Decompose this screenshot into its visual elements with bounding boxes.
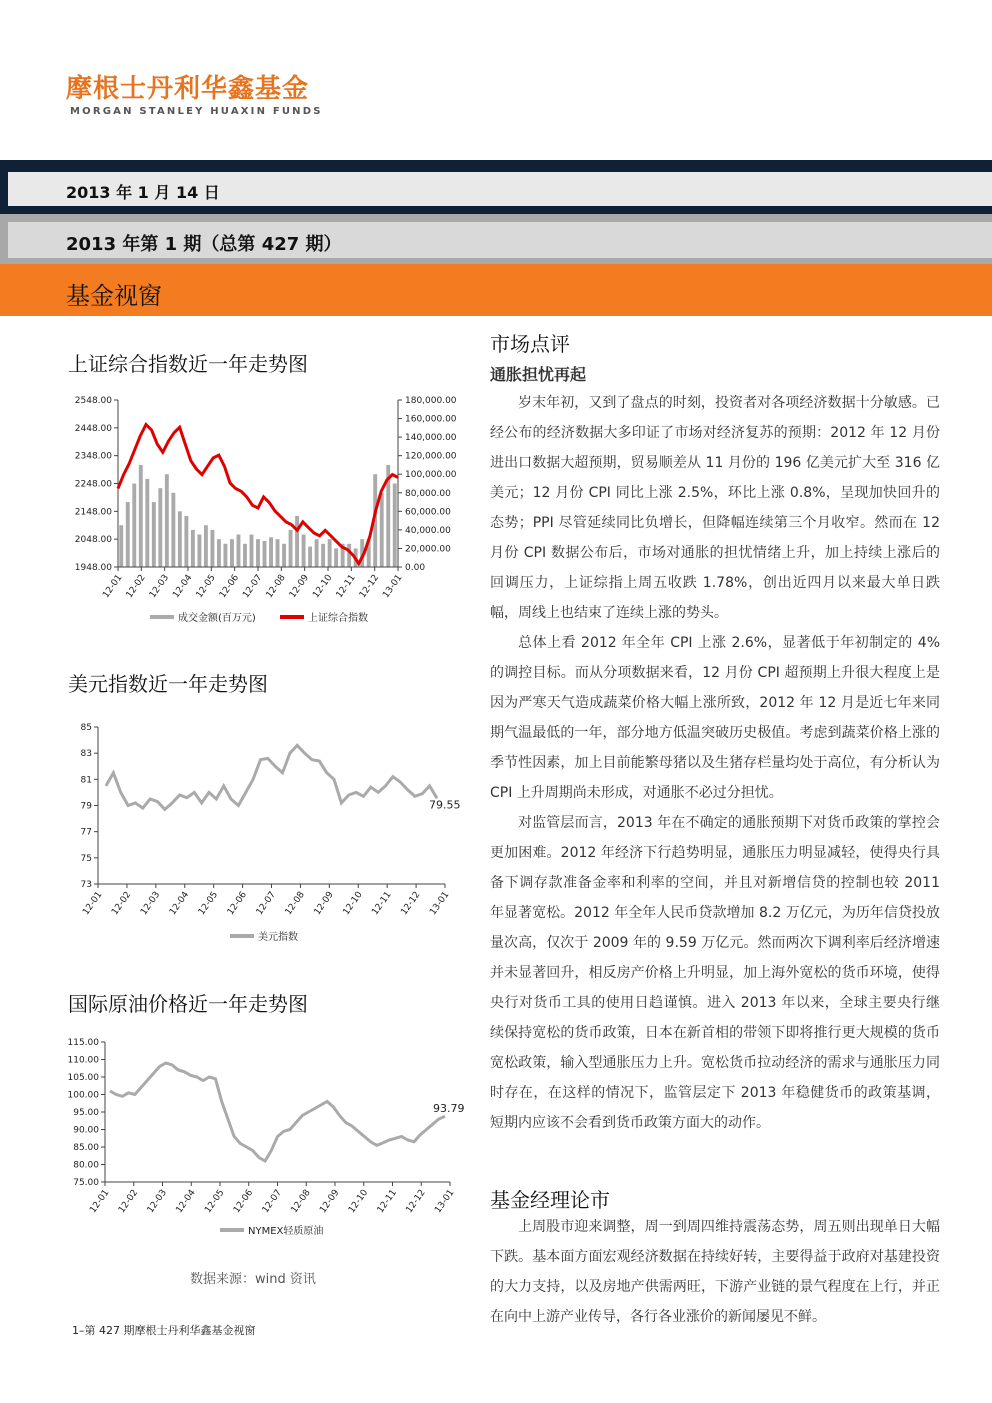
manager-paragraph: 上周股市迎来调整，周一到周四维持震荡态势，周五则出现单日大幅下跌。基本面方面宏观经济数据在持续好转，主要得益于政府对基建投资的大力支持，以及房地产供需两旺，下游产业链的景气程度在上行，并正在向中上游产业传导，各行各业涨价的新闻屡见不鲜。 — [490, 1219, 940, 1325]
volume-bar — [321, 544, 325, 567]
y-tick-label: 85 — [80, 723, 92, 733]
volume-bar — [197, 535, 201, 567]
volume-bar — [250, 535, 254, 567]
y-tick-label-right: 160,000.00 — [405, 414, 457, 425]
x-tick-label: 12-02 — [124, 572, 148, 601]
x-tick-label: 12-09 — [318, 1187, 342, 1216]
x-tick-label: 12-09 — [312, 889, 336, 918]
volume-bar — [263, 541, 267, 567]
volume-bar — [295, 516, 299, 567]
x-tick-label: 12-06 — [217, 572, 242, 601]
legend-label: NYMEX轻质原油 — [248, 1226, 324, 1237]
x-tick-label: 12-05 — [196, 889, 221, 918]
legend-label: 美元指数 — [258, 932, 298, 943]
legend-label: 上证综合指数 — [308, 613, 368, 624]
volume-bar — [132, 484, 136, 568]
volume-bar — [328, 539, 332, 567]
logo-cn: 摩根士丹利华鑫基金 — [66, 74, 310, 104]
volume-bar — [308, 547, 312, 567]
y-tick-label-right: 100,000.00 — [405, 470, 457, 481]
x-tick-label: 12-05 — [203, 1187, 227, 1216]
volume-bar — [145, 479, 149, 567]
manager-heading: 基金经理论市 — [490, 1188, 610, 1212]
x-tick-label: 12-01 — [81, 889, 105, 918]
x-tick-label: 12-04 — [174, 1187, 198, 1216]
volume-bar — [126, 502, 130, 567]
volume-bar — [204, 525, 208, 567]
volume-bar — [269, 537, 273, 567]
y-tick-label: 85.00 — [73, 1143, 99, 1153]
issue-date: 2013 年 1 月 14 日 — [66, 183, 220, 202]
title-band — [0, 264, 992, 316]
x-tick-label: 12-04 — [171, 572, 195, 601]
x-tick-label: 12-11 — [375, 1187, 399, 1216]
x-tick-label: 13-01 — [433, 1187, 457, 1216]
volume-bar — [282, 544, 286, 567]
x-tick-label: 12-07 — [254, 889, 278, 918]
y-tick-label-right: 180,000.00 — [405, 396, 457, 406]
oil-price-chart — [60, 1032, 480, 1247]
volume-bar — [119, 525, 123, 567]
volume-bar — [393, 484, 397, 568]
y-tick-label: 2448.00 — [74, 423, 112, 434]
page-footer: 1–第 427 期摩根士丹利华鑫基金视窗 — [72, 1324, 256, 1337]
volume-bar — [289, 530, 293, 567]
y-tick-label: 2248.00 — [74, 479, 112, 490]
usd-index-chart — [60, 712, 480, 947]
usd-index-line — [106, 745, 437, 809]
y-tick-label: 2148.00 — [74, 507, 112, 518]
market-body — [490, 388, 940, 1138]
market-subheading: 通胀担忧再起 — [490, 365, 587, 384]
issue-number: 2013 年第 1 期（总第 427 期） — [66, 234, 342, 255]
sh-chart-title: 上证综合指数近一年走势图 — [68, 352, 308, 376]
volume-bar — [184, 516, 188, 567]
x-tick-label: 12-12 — [399, 889, 423, 918]
volume-bar — [315, 539, 319, 567]
x-tick-label: 12-08 — [283, 889, 307, 918]
x-tick-label: 13-01 — [428, 889, 452, 918]
y-tick-label-right: 140,000.00 — [405, 433, 457, 444]
volume-bar — [243, 544, 247, 567]
volume-bar — [334, 548, 338, 567]
x-tick-label: 12-09 — [287, 572, 312, 601]
volume-bar — [152, 502, 156, 567]
volume-bar — [191, 530, 195, 567]
x-tick-label: 12-03 — [139, 889, 163, 918]
x-tick-label: 12-01 — [101, 572, 125, 601]
market-heading: 市场点评 — [490, 332, 570, 356]
y-tick-label: 2348.00 — [74, 451, 112, 462]
x-tick-label: 12-10 — [341, 889, 365, 918]
y-tick-label: 75 — [80, 853, 92, 864]
x-tick-label: 12-12 — [357, 572, 382, 601]
y-tick-label: 2548.00 — [74, 396, 112, 406]
x-tick-label: 12-06 — [225, 889, 250, 918]
volume-bar — [256, 539, 260, 567]
volume-bar — [380, 493, 384, 567]
market-paragraph: 对监管层而言，2013 年在不确定的通胀预期下对货币政策的掌控会更加困难。2012 年经济下行趋势明显，通胀压力明显减轻，使得央行具备下调存款准备金率和利率的空间，并且对新增信贷的控制也较 2011 年显著宽松。2012 年全年人民币贷款增加 8.2 万亿元，为历年信贷投放量次高，仅次于 2009 年的 9.59 万亿元。然而两次下调利率后经济增速并未显著回升，相反房产价格上升明显，加上海外宽松的货币环境，使得央行对货币工具的使用日趋谨慎。进入 2013 年以来，全球主要央行继续保持宽松的货币政策，日本在新首相的带领下即将推行更大规模的货币宽松政策，输入型通胀压力上升。宽松货币拉动经济的需求与通胀压力同时存在，在这样的情况下，监管层定下 2013 年稳健货币的政策基调，短期内应该不会看到货币政策方面大的动作。 — [490, 815, 940, 1131]
x-tick-label: 12-02 — [117, 1187, 141, 1216]
y-tick-label: 73 — [80, 880, 92, 890]
y-tick-label-right: 80,000.00 — [405, 488, 451, 499]
x-tick-label: 12-11 — [334, 572, 358, 601]
volume-bar — [347, 544, 351, 567]
date-band — [0, 160, 992, 214]
page-title: 基金视窗 — [66, 282, 162, 310]
y-tick-label: 110.00 — [67, 1055, 99, 1066]
y-tick-label: 95.00 — [73, 1108, 99, 1118]
y-tick-label: 75.00 — [73, 1178, 99, 1188]
data-source: 数据来源：wind 资讯 — [190, 1272, 316, 1287]
y-tick-label: 90.00 — [73, 1125, 99, 1136]
volume-bar — [158, 488, 162, 567]
x-tick-label: 12-07 — [241, 572, 265, 601]
volume-bar — [302, 535, 306, 567]
legend-label: 成交金额(百万元) — [178, 613, 256, 624]
oil-price-line — [110, 1063, 445, 1161]
x-tick-label: 12-11 — [370, 889, 394, 918]
x-tick-label: 12-10 — [347, 1187, 371, 1216]
x-tick-label: 12-05 — [194, 572, 218, 601]
issue-band — [0, 214, 992, 264]
y-tick-label-right: 20,000.00 — [405, 544, 451, 555]
x-tick-label: 12-06 — [232, 1187, 256, 1216]
x-tick-label: 13-01 — [381, 572, 405, 601]
market-paragraph: 岁末年初，又到了盘点的时刻，投资者对各项经济数据十分敏感。已经公布的经济数据大多印证了市场对经济复苏的预期：2012 年 12 月份进出口数据大超预期，贸易顺差从 11 月份的 196 亿美元扩大至 316 亿美元；12 月份 CPI 同比上涨 2.5%，环比上涨 0.8%，呈现加快回升的态势；PPI 尽管延续同比负增长，但降幅连续第三个月收窄。然而在 12 月份 CPI 数据公布后，市场对通胀的担忧情绪上升，加上持续上涨后的回调压力，上证综指上周五收跌 1.78%，创出近四月以来最大单日跌幅，周线上也结束了连续上涨的势头。 — [490, 395, 940, 621]
usd-chart-title: 美元指数近一年走势图 — [68, 672, 268, 696]
y-tick-label: 79 — [80, 801, 92, 812]
oil-chart-title: 国际原油价格近一年走势图 — [68, 992, 308, 1016]
volume-bar — [237, 535, 241, 567]
y-tick-label: 105.00 — [67, 1073, 99, 1083]
y-tick-label: 1948.00 — [74, 563, 112, 573]
volume-bar — [178, 511, 182, 567]
y-tick-label: 100.00 — [67, 1090, 99, 1101]
manager-body — [490, 1212, 940, 1332]
y-tick-label-right: 120,000.00 — [405, 451, 457, 462]
x-tick-label: 12-03 — [147, 572, 172, 601]
volume-bar — [223, 544, 227, 567]
volume-bar — [165, 474, 169, 567]
x-tick-label: 12-01 — [88, 1187, 112, 1216]
market-paragraph: 总体上看 2012 年全年 CPI 上涨 2.6%，显著低于年初制定的 4%的调控目标。而从分项数据来看，12 月份 CPI 超预期上升很大程度上是因为严寒天气造成蔬菜价格大幅上涨所致，2012 年 12 月是近七年来同期气温最低的一年，部分地方低温突破历史极值。考虑到蔬菜价格上涨的季节性因素，加上目前能繁母猪以及生猪存栏量均处于高位，有分析认为 CPI 上升周期尚未形成，对通胀不必过分担忧。 — [490, 635, 940, 801]
y-tick-label-right: 60,000.00 — [405, 507, 451, 518]
x-tick-label: 12-04 — [168, 889, 192, 918]
logo-en: MORGAN STANLEY HUAXIN FUNDS — [70, 106, 323, 117]
volume-bar — [217, 539, 221, 567]
y-tick-label: 83 — [80, 749, 92, 760]
sh-index-chart — [60, 385, 480, 635]
last-value-label: 93.79 — [433, 1102, 465, 1116]
volume-bar — [230, 539, 234, 567]
x-tick-label: 12-02 — [110, 889, 134, 918]
y-tick-label: 81 — [80, 775, 92, 786]
volume-bar — [276, 539, 280, 567]
x-tick-label: 12-08 — [289, 1187, 313, 1216]
volume-bar — [210, 530, 214, 567]
y-tick-label-right: 40,000.00 — [405, 525, 451, 536]
x-tick-label: 12-12 — [404, 1187, 428, 1216]
x-tick-label: 12-10 — [311, 572, 335, 601]
y-tick-label: 77 — [80, 827, 92, 838]
y-tick-label: 115.00 — [67, 1038, 99, 1048]
volume-bar — [171, 493, 175, 567]
y-tick-label: 80.00 — [73, 1160, 99, 1171]
last-value-label: 79.55 — [429, 798, 461, 812]
x-tick-label: 12-03 — [145, 1187, 169, 1216]
x-tick-label: 12-07 — [260, 1187, 284, 1216]
y-tick-label-right: 0.00 — [405, 563, 426, 573]
x-tick-label: 12-08 — [264, 572, 288, 601]
y-tick-label: 2048.00 — [74, 535, 112, 546]
volume-bar — [139, 465, 143, 567]
